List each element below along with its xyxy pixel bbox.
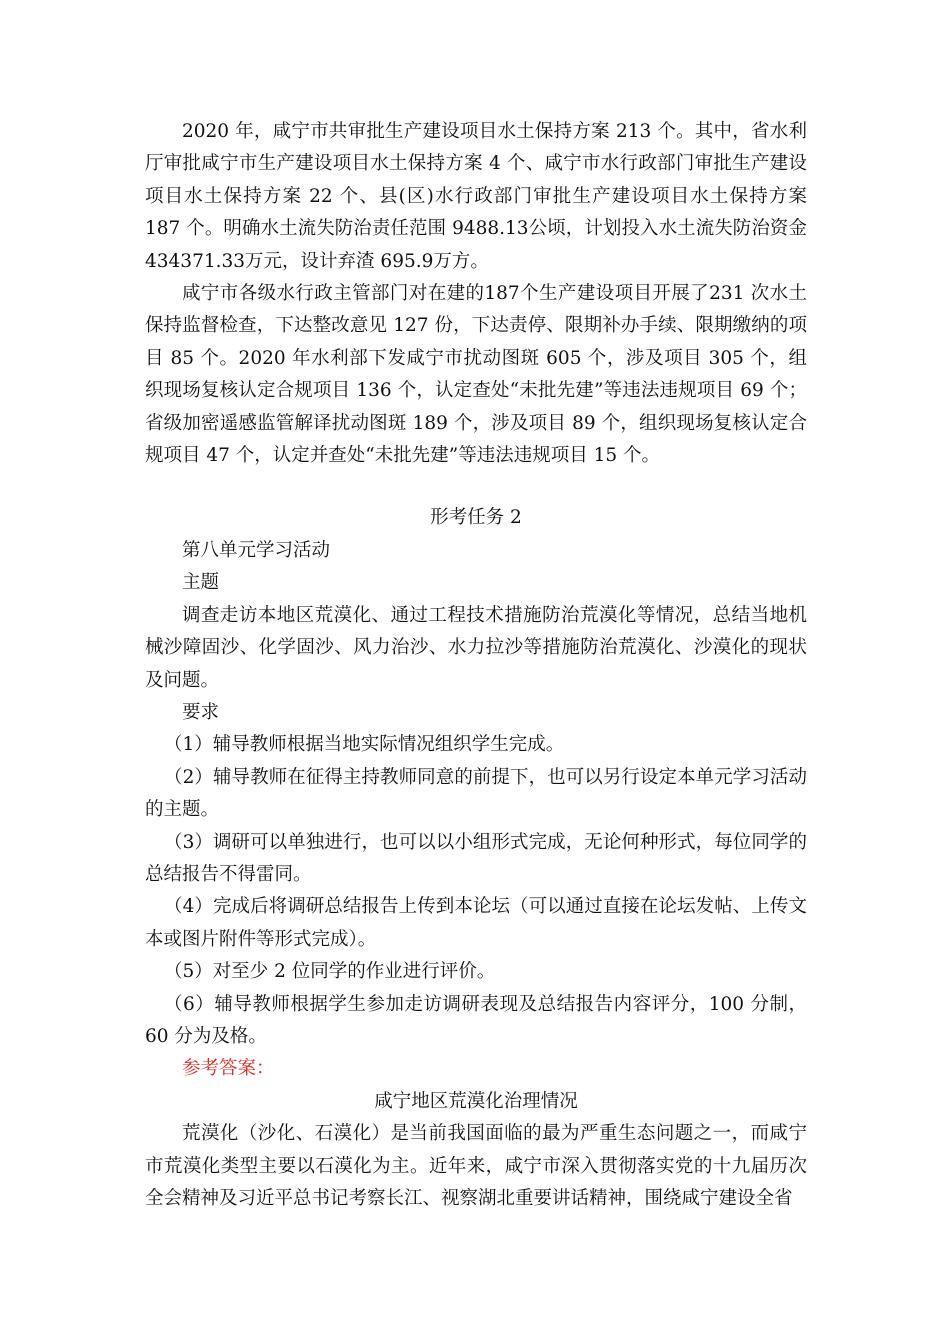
unit-title: 第八单元学习活动	[182, 539, 331, 561]
answer-title: 咸宁地区荒漠化治理情况	[374, 1090, 578, 1112]
requirement-item: （6）辅导教师根据学生参加走访调研表现及总结报告内容评分，100 分制，60 分为及格。	[145, 993, 807, 1047]
requirement-item: （2）辅导教师在征得主持教师同意的前提下，也可以另行设定本单元学习活动的主题。	[145, 766, 807, 821]
theme-text: 调查走访本地区荒漠化、通过工程技术措施防治荒漠化等情况，总结当地机械沙障固沙、化学固沙、风力治沙、水力拉沙等措施防治荒漠化、沙漠化的现状及问题。	[145, 604, 807, 691]
task-title: 形考任务 2	[430, 507, 522, 529]
requirements-label: 要求	[182, 701, 220, 723]
answer-text: 荒漠化（沙化、石漠化）是当前我国面临的最为严重生态问题之一，而咸宁市荒漠化类型主要以石漠化为主。近年来，咸宁市深入贯彻落实党的十九届历次全会精神及习近平总书记考察长江、视察湖北重要讲话精神，围绕咸宁建设全省	[145, 1123, 807, 1209]
theme-label: 主题	[182, 572, 220, 594]
requirement-item: （3）调研可以单独进行，也可以以小组形式完成，无论何种形式，每位同学的总结报告不得雷同。	[145, 831, 807, 885]
requirement-item: （5）对至少 2 位同学的作业进行评价。	[164, 961, 496, 983]
requirement-item: （4）完成后将调研总结报告上传到本论坛（可以通过直接在论坛发帖、上传文本或图片附件等形式完成）。	[145, 896, 807, 950]
requirement-item: （1）辅导教师根据当地实际情况组织学生完成。	[164, 734, 565, 756]
paragraph-approvals: 2020 年，咸宁市共审批生产建设项目水土保持方案 213 个。其中，省水利厅审批咸宁市生产建设项目水土保持方案 4 个、咸宁市水行政部门审批生产建设项目水土保持方案 22 个、县(区)水行政部门审批生产建设项目水土保持方案 187 个。明确水土流失防治责任范围 9488.13公顷，计划投入水土流失防治资金 434371.33万元，设计弃渣 695.9万方。	[145, 121, 807, 272]
paragraph-inspections: 咸宁市各级水行政主管部门对在建的187个生产建设项目开展了231 次水土保持监督检查，下达整改意见 127 份，下达责停、限期补办手续、限期缴纳的项目 85 个。2020 年水利部下发咸宁市扰动图斑 605 个，涉及项目 305 个，组织现场复核认定合规项目 136 个，认定查处“未批先建”等违法违规项目 69 个；省级加密遥感监管解译扰动图斑 189 个，涉及项目 89 个，组织现场复核认定合规项目 47 个，认定并查处“未批先建”等违法违规项目 15 个。	[145, 283, 807, 467]
answer-label: 参考答案：	[182, 1058, 275, 1080]
document-body	[145, 116, 807, 1215]
